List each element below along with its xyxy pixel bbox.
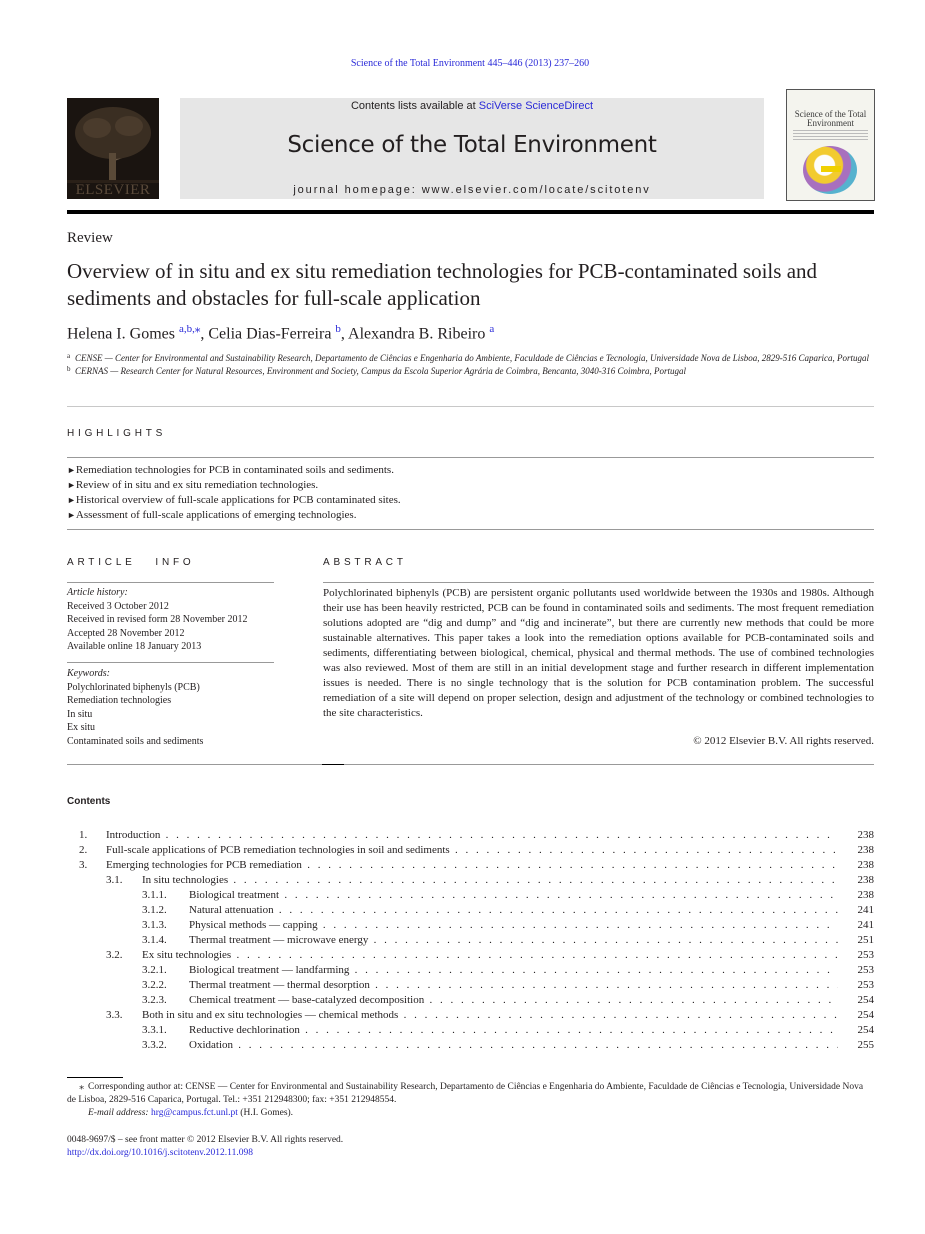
- divider: [67, 529, 874, 530]
- toc-page: 251: [844, 933, 874, 948]
- cover-title: Science of the Total Environment: [794, 109, 867, 128]
- keywords-label: Keywords:: [67, 668, 110, 679]
- contents-prefix: Contents lists available at: [350, 100, 479, 112]
- footnote-mark: ⁎: [79, 1082, 84, 1092]
- doi-link[interactable]: http://dx.doi.org/10.1016/j.scitotenv.2012.11.098: [67, 1148, 253, 1158]
- divider: [323, 582, 874, 583]
- keyword-item: Contaminated soils and sediments: [67, 735, 204, 747]
- author-separator: ,: [340, 325, 349, 343]
- article-info-heading: ARTICLE INFO: [67, 557, 195, 568]
- toc-page: 253: [844, 978, 874, 993]
- divider-mark: [322, 764, 344, 765]
- abstract-heading: ABSTRACT: [323, 557, 407, 568]
- toc-page: 254: [844, 1023, 874, 1038]
- toc-title: Thermal treatment — thermal desorption . . .: [189, 978, 838, 993]
- divider: [67, 582, 274, 583]
- toc-entry[interactable]: [67, 1023, 874, 1038]
- affiliation: [67, 365, 875, 378]
- toc-page: 238: [844, 873, 874, 888]
- highlight-text: Historical overview of full-scale applications for PCB contaminated sites.: [75, 494, 401, 506]
- toc-number: 3.1.2.: [142, 904, 167, 916]
- toc-title: Natural attenuation . . .: [189, 903, 838, 918]
- history-item: Received in revised form 28 November 2012: [67, 614, 248, 625]
- toc-page: 253: [844, 963, 874, 978]
- author-affiliation-mark[interactable]: b: [335, 323, 341, 335]
- contents-heading: Contents: [67, 796, 111, 807]
- toc-number: 3.3.1.: [142, 1024, 167, 1036]
- corresponding-author-footnote: [67, 1081, 874, 1120]
- keyword-item: Polychlorinated biphenyls (PCB): [67, 681, 200, 693]
- toc-entry[interactable]: [67, 993, 874, 1008]
- toc-title: Biological treatment . . .: [189, 888, 838, 903]
- highlights-list: [67, 463, 401, 523]
- toc-number: 3.2.3.: [142, 994, 167, 1006]
- history-item: Received 3 October 2012: [67, 600, 169, 612]
- issn-line: 0048-9697/$ – see front matter © 2012 Elsevier B.V. All rights reserved.: [67, 1135, 344, 1145]
- toc-number: 3.1.: [106, 874, 123, 886]
- toc-title: Reductive dechlorination . . .: [189, 1023, 838, 1038]
- table-of-contents: [67, 828, 874, 1053]
- highlight-item: [67, 493, 401, 508]
- toc-title: Full-scale applications of PCB remediation technologies in soil and sediments . . .: [106, 843, 838, 858]
- toc-title: Ex situ technologies . . .: [142, 948, 838, 963]
- toc-page: 241: [844, 903, 874, 918]
- abstract-copyright: © 2012 Elsevier B.V. All rights reserved.: [693, 735, 874, 747]
- author-affiliation-mark[interactable]: a,b,⁎: [178, 323, 201, 335]
- toc-page: 238: [844, 888, 874, 903]
- contents-available-line: [180, 100, 764, 112]
- author-separator: ,: [200, 325, 209, 343]
- toc-entry[interactable]: [67, 888, 874, 903]
- highlight-item: [67, 463, 401, 478]
- affiliation: [67, 352, 875, 365]
- toc-page: 238: [844, 843, 874, 858]
- toc-entry[interactable]: [67, 858, 874, 873]
- toc-number: 3.3.2.: [142, 1039, 167, 1051]
- elsevier-wordmark: ELSEVIER: [75, 182, 151, 198]
- divider: [67, 662, 274, 663]
- author-name: Helena I. Gomes: [67, 325, 175, 343]
- highlight-item: [67, 508, 401, 523]
- footnote-rule: [67, 1077, 123, 1078]
- divider: [67, 406, 874, 407]
- toc-page: 238: [844, 828, 874, 843]
- toc-entry[interactable]: [67, 1038, 874, 1053]
- toc-number: 1.: [79, 829, 88, 841]
- keywords: [67, 667, 203, 748]
- history-label: Article history:: [67, 587, 128, 598]
- toc-entry[interactable]: [67, 948, 874, 963]
- journal-citation-link[interactable]: Science of the Total Environment 445–446 (2013) 237–260: [350, 58, 590, 69]
- email-label: E-mail address:: [88, 1108, 151, 1118]
- abstract-text: Polychlorinated biphenyls (PCB) are persistent organic pollutants used worldwide between the 1930s and 1980s. Although their use has been heavily restricted, PCB can be found in contaminated soils and sediments. The most frequent remediation solutions adopted are “dig and dump” and “dig and incinerate”, but there are currently new methods that could be more sustainable alternatives. This paper takes a look into the remediation options available for PCB-contaminated soils and sediments, differentiating between biological, chemical, physical and thermal methods. The use of combined technologies was also reviewed. Most of them are still in an initial development stage and further research in different implementation issues is needed. There is no single technology that is the solution for PCB contamination problem. The successful remediation of a site will depend on proper selection, design and adjustment of the technology or combined technologies to the site characteristics.: [323, 587, 874, 719]
- toc-title: Introduction . . .: [106, 828, 838, 843]
- affiliations: [67, 352, 875, 378]
- email-suffix: (H.I. Gomes).: [237, 1108, 294, 1118]
- history-item: Accepted 28 November 2012: [67, 627, 185, 639]
- divider: [67, 457, 874, 458]
- toc-title: Both in situ and ex situ technologies — chemical methods . . .: [142, 1008, 838, 1023]
- toc-title: Chemical treatment — base-catalyzed decomposition . . .: [189, 993, 838, 1008]
- highlight-text: Remediation technologies for PCB in contaminated soils and sediments.: [75, 464, 394, 476]
- toc-entry[interactable]: [67, 918, 874, 933]
- toc-page: 254: [844, 993, 874, 1008]
- toc-number: 3.2.: [106, 949, 123, 961]
- highlight-text: Assessment of full-scale applications of emerging technologies.: [75, 509, 357, 521]
- email-link[interactable]: hrg@campus.fct.unl.pt: [150, 1108, 238, 1118]
- toc-page: 254: [844, 1008, 874, 1023]
- author-list: [67, 322, 494, 343]
- toc-entry[interactable]: [67, 903, 874, 918]
- toc-entry[interactable]: [67, 1008, 874, 1023]
- toc-number: 3.1.1.: [142, 889, 167, 901]
- author-affiliation-mark[interactable]: a: [489, 323, 495, 335]
- toc-title: Biological treatment — landfarming . . .: [189, 963, 838, 978]
- affiliation-text: CERNAS — Research Center for Natural Resources, Environment and Society, Campus da Escola Superior Agrária de Coimbra, Bencanta, 3040-316 Coimbra, Portugal: [75, 366, 687, 376]
- toc-title: Physical methods — capping . . .: [189, 918, 838, 933]
- affiliation-mark: a: [67, 352, 71, 360]
- affiliation-text: CENSE — Center for Environmental and Sustainability Research, Departamento de Ciências e Engenharia do Ambiente, Faculdade de Ciências e Tecnologia, Universidade Nova de Lisboa, 2829-516 Caparica, Portugal: [75, 353, 869, 363]
- journal-cover-thumbnail[interactable]: [786, 89, 875, 201]
- toc-entry[interactable]: [67, 843, 874, 858]
- elsevier-logo: [67, 98, 159, 199]
- toc-page: 255: [844, 1038, 874, 1053]
- affiliation-mark: b: [67, 365, 71, 373]
- history-item: Available online 18 January 2013: [67, 641, 202, 652]
- toc-number: 3.1.4.: [142, 934, 167, 946]
- toc-title: Thermal treatment — microwave energy . . .: [189, 933, 838, 948]
- toc-number: 3.2.1.: [142, 964, 167, 976]
- toc-entry[interactable]: [67, 963, 874, 978]
- divider: [67, 764, 874, 765]
- toc-entry[interactable]: [67, 978, 874, 993]
- cover-subtitle-lines: [793, 130, 868, 142]
- toc-entry[interactable]: [67, 828, 874, 843]
- cover-badge: [821, 166, 841, 172]
- toc-page: 238: [844, 858, 874, 873]
- highlights-heading: HIGHLIGHTS: [67, 428, 167, 439]
- keyword-item: In situ: [67, 708, 93, 720]
- header-rule: [67, 210, 874, 214]
- keyword-item: Ex situ: [67, 722, 96, 733]
- toc-number: 2.: [79, 844, 88, 856]
- highlight-text: Review of in situ and ex situ remediation technologies.: [75, 479, 319, 491]
- toc-number: 3.: [79, 859, 88, 871]
- keyword-item: Remediation technologies: [67, 695, 172, 706]
- toc-page: 253: [844, 948, 874, 963]
- toc-title: Oxidation . . .: [189, 1038, 838, 1053]
- article-type: Review: [67, 230, 113, 246]
- toc-number: 3.3.: [106, 1009, 123, 1021]
- journal-homepage[interactable]: journal homepage: www.elsevier.com/locate/scitotenv: [293, 184, 651, 196]
- toc-title: In situ technologies . . .: [142, 873, 838, 888]
- toc-title: Emerging technologies for PCB remediation . . .: [106, 858, 838, 873]
- article-history: [67, 586, 248, 654]
- sciencedirect-link[interactable]: SciVerse ScienceDirect: [478, 100, 594, 112]
- highlight-item: [67, 478, 401, 493]
- corresponding-text: Corresponding author at: CENSE — Center for Environmental and Sustainability Research, Departamento de Ciências e Engenharia do Ambiente, Faculdade de Ciências e Tecnologia, Universidade Nova de Lisboa, 2829-516 Caparica, Portugal. Tel.: +351 212948300; fax: +351 212948554.: [67, 1082, 864, 1105]
- author-name: Alexandra B. Ribeiro: [348, 325, 486, 343]
- toc-number: 3.2.2.: [142, 979, 167, 991]
- toc-entry[interactable]: [67, 873, 874, 888]
- issn-block: [67, 1134, 343, 1160]
- toc-page: 241: [844, 918, 874, 933]
- author-name: Celia Dias-Ferreira: [208, 325, 332, 343]
- journal-name: Science of the Total Environment: [287, 132, 657, 158]
- article-title: Overview of in situ and ex situ remediation technologies for PCB-contaminated soils and sediments and obstacles for full-scale application: [67, 259, 818, 310]
- toc-entry[interactable]: [67, 933, 874, 948]
- toc-number: 3.1.3.: [142, 919, 167, 931]
- journal-masthead: [180, 98, 764, 199]
